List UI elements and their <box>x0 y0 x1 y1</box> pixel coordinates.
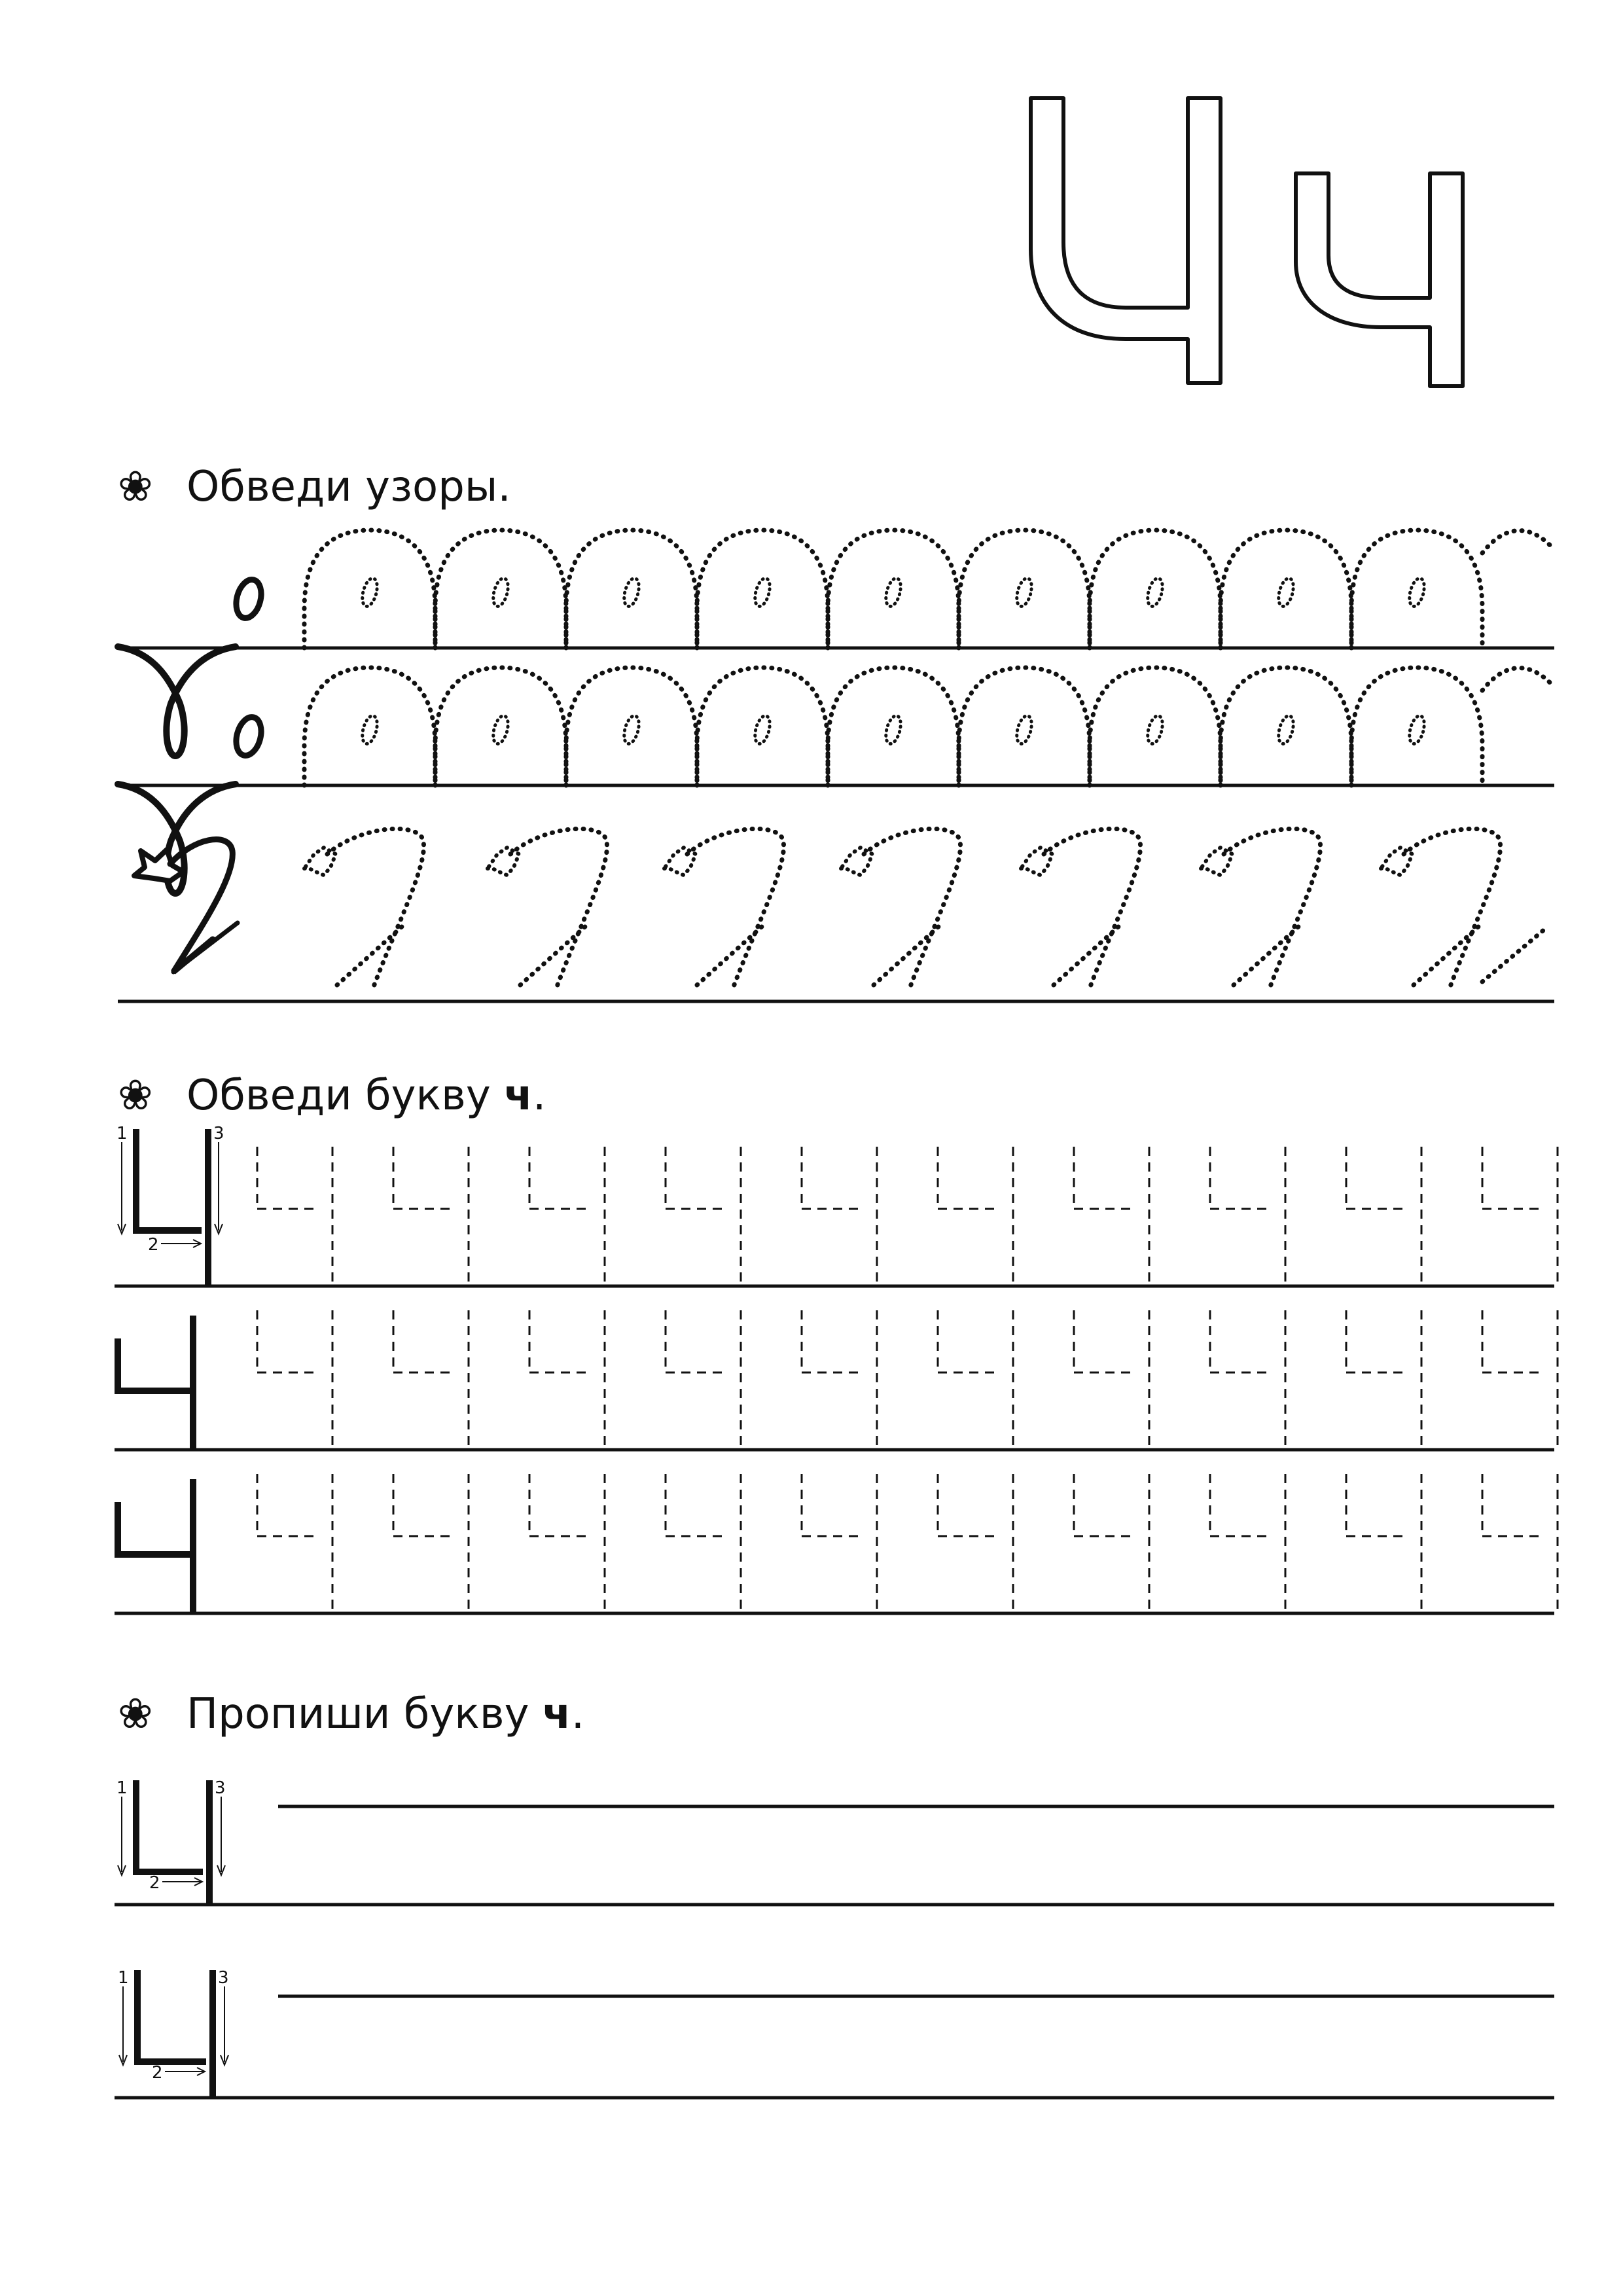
write-row-2 <box>115 1968 1554 2098</box>
section-title: Обведи букву ч. <box>187 1071 546 1120</box>
stroke-number-1: 1 <box>118 1968 129 1988</box>
stroke-number-3: 3 <box>215 1778 226 1798</box>
stroke-number-3: 3 <box>218 1968 229 1988</box>
pattern-row-loops-1 <box>118 530 1554 756</box>
capital-che-outline <box>1031 98 1221 383</box>
section-title: Обведи узоры. <box>187 463 511 511</box>
section-heading-trace-letter <box>118 1071 546 1120</box>
stroke-number-2: 2 <box>148 1235 159 1255</box>
header-big-letters <box>0 0 1463 386</box>
stroke-number-2: 2 <box>149 1873 160 1893</box>
flower-bullet-icon: ❀ <box>118 463 153 511</box>
pattern-row-snowdrops <box>118 829 1554 1001</box>
trace-row-3 <box>115 1474 1558 1613</box>
stroke-number-1: 1 <box>116 1778 128 1798</box>
trace-row-1 <box>115 1124 1558 1286</box>
stroke-number-3: 3 <box>213 1124 224 1143</box>
stroke-number-1: 1 <box>116 1124 128 1143</box>
stroke-number-2: 2 <box>152 2063 163 2083</box>
section-title: Пропиши букву ч. <box>187 1690 585 1738</box>
section-heading-write-letter <box>118 1690 584 1738</box>
write-row-1 <box>115 1778 1554 1905</box>
trace-row-2 <box>115 1310 1558 1450</box>
header-letter-text: Чч <box>0 0 1 1</box>
section-heading-patterns <box>118 463 511 511</box>
flower-bullet-icon: ❀ <box>118 1071 153 1120</box>
small-che-outline <box>1296 173 1463 386</box>
flower-bullet-icon: ❀ <box>118 1690 153 1738</box>
